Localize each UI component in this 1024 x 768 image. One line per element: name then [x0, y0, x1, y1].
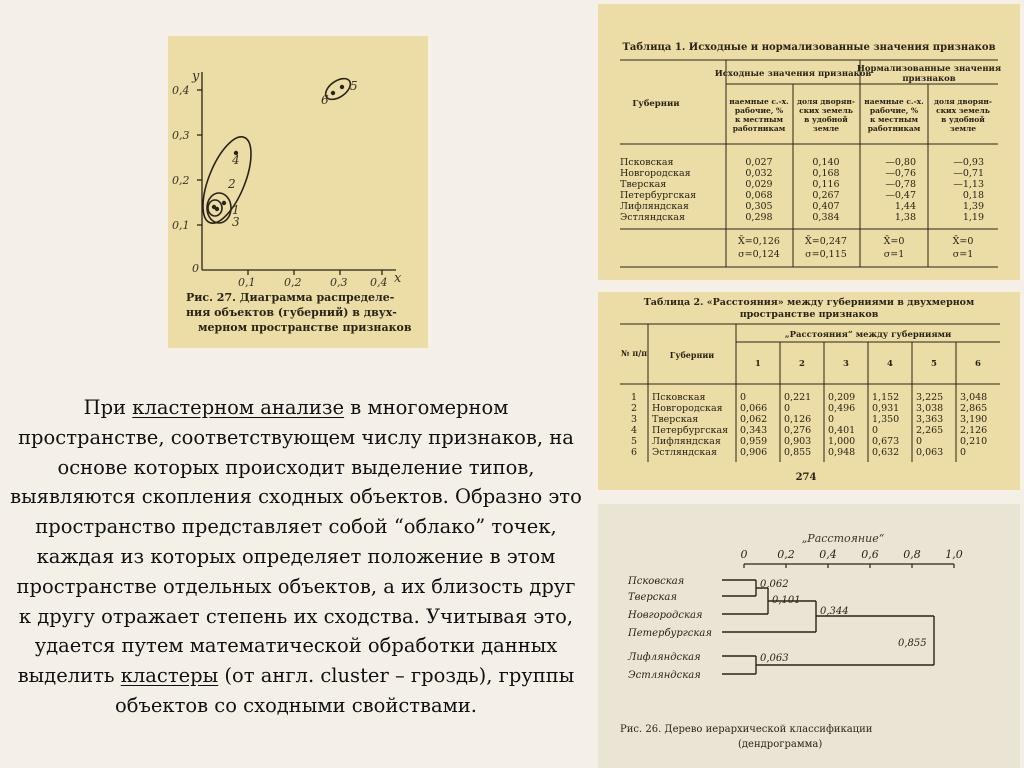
- table-1-cell: 1,19: [962, 212, 984, 223]
- y-tick: 0: [192, 262, 199, 275]
- table-1-header-cell: работникам: [867, 124, 921, 133]
- table-2-cell: 3,038: [916, 403, 944, 414]
- table-1-cell: 0,116: [812, 179, 840, 190]
- table-1-cell: Новгородская: [620, 168, 691, 179]
- table-1-header-cell: наемные с.-х.: [864, 97, 924, 106]
- table-2-title: Таблица 2. «Расстояния» между губерниями в двухмерном: [643, 297, 975, 308]
- table-2-cell: 2: [630, 403, 638, 414]
- table-1-cell: Псковская: [620, 157, 674, 168]
- table-1-cell: —0,47: [885, 190, 916, 201]
- x-tick: 0,4: [370, 276, 388, 289]
- dendrogram-value: 0,344: [820, 606, 849, 617]
- cluster-outline-large: [193, 131, 261, 230]
- table-2-cell: 0,903: [784, 436, 812, 447]
- table-2-cell: 0: [916, 436, 923, 447]
- y-axis-label: y: [192, 69, 200, 84]
- table-2-cell: 2,126: [960, 425, 988, 436]
- table-2-cell: 3,048: [960, 392, 988, 403]
- table-1-cell: 0,18: [962, 190, 984, 201]
- point-label: 3: [232, 215, 240, 229]
- table-2-cell: 0,948: [828, 447, 856, 458]
- table-2-cell: 0,906: [740, 447, 768, 458]
- table-2-cell: 3: [630, 414, 638, 425]
- table-2-cell: Тверская: [652, 414, 699, 425]
- table-2-cell: 0,496: [828, 403, 856, 414]
- table-2-cell: 2,265: [916, 425, 944, 436]
- figure-27-caption: ния объектов (губерний) в двух-: [186, 306, 397, 319]
- table-2-cell: 0,959: [740, 436, 768, 447]
- table-2-cell: 0: [872, 425, 879, 436]
- table-1-summary: X̄=0,247: [805, 236, 847, 247]
- cluster-analysis-link[interactable]: кластерном анализе: [132, 396, 345, 419]
- table-1-cell: 1,44: [894, 201, 916, 212]
- table-2-cell: 4: [630, 425, 638, 436]
- table-1-header-cell: наемные с.-х.: [729, 97, 789, 106]
- table-2-cell: 0: [828, 414, 835, 425]
- table-1-cell: 0,407: [812, 201, 840, 212]
- y-tick: 0,3: [172, 129, 190, 142]
- x-tick: 0,3: [330, 276, 348, 289]
- table-2-col-header: 4: [887, 359, 893, 369]
- table-1-cell: 0,029: [745, 179, 773, 190]
- table-1-header-cell: доля дворян-: [933, 97, 993, 106]
- table-2-cell: 0,126: [784, 414, 812, 425]
- point-2: [222, 201, 226, 205]
- dendrogram-tree: [722, 580, 934, 674]
- figure-27-caption: мерном пространстве признаков: [198, 321, 412, 334]
- table-2-header-dist: „Расстояния“ между губерниями: [784, 330, 952, 340]
- table-2-cell: 3,363: [916, 414, 944, 425]
- text-run: в многомерном пространстве, соответствующем числу признаков, на основе которых происходит выделение типов, выявляются скопления сходных объектов. Образно это пространство представляет собой “облако” точек, каждая из которых определяет положение в этом пространстве отдельных объектов, а их близость друг к другу отражает степень их сходства. Учитывая это, удается путем математической обработки данных выделить: [10, 396, 582, 688]
- table-2-cell: 0,673: [872, 436, 900, 447]
- table-2-cell: 2,865: [960, 403, 988, 414]
- table-1-header-cell: работникам: [732, 124, 786, 133]
- point-label: 2: [228, 177, 236, 191]
- table-2-cell: 1: [630, 392, 638, 403]
- x-tick: 0,2: [284, 276, 302, 289]
- table-2-cell: 0,210: [960, 436, 988, 447]
- dendrogram-tick: 1,0: [945, 548, 963, 561]
- dendrogram-tick: 0,6: [861, 548, 879, 561]
- table-2-col-header: 2: [799, 359, 805, 369]
- x-axis-label: x: [394, 271, 402, 286]
- table-1-title: Таблица 1. Исходные и нормализованные значения признаков: [622, 42, 996, 53]
- y-tick: 0,2: [172, 174, 190, 187]
- table-1-summary: σ=0,115: [805, 249, 847, 260]
- table-2-cell: 5: [630, 436, 638, 447]
- table-2-cell: 0,062: [740, 414, 768, 425]
- table-2-header-gubernii: Губернии: [669, 350, 715, 360]
- table-1-summary: σ=1: [883, 249, 905, 260]
- table-1-cell: —0,93: [953, 157, 984, 168]
- figure-27-caption: Рис. 27. Диаграмма распределе-: [186, 291, 395, 304]
- table-1-summary: X̄=0: [952, 236, 974, 247]
- table-2-col-header: 1: [755, 359, 761, 369]
- dendrogram-value: 0,101: [772, 595, 801, 606]
- table-1-cell: 1,38: [894, 212, 916, 223]
- table-1-summary: X̄=0,126: [738, 236, 780, 247]
- dendrogram-tick: 0,4: [819, 548, 837, 561]
- table-1-header-cell: ских земель: [799, 106, 853, 115]
- dendrogram-label: Петербургская: [628, 628, 712, 639]
- cluster-outline-small: [207, 193, 231, 223]
- table-2-scan: [598, 292, 1020, 490]
- text-run: (от англ. cluster – гроздь), группы объектов со сходными свойствами.: [114, 664, 575, 717]
- table-2-cell: 1,000: [828, 436, 856, 447]
- dendrogram-label: Эстляндская: [628, 670, 701, 681]
- table-2-col-header: 5: [931, 359, 937, 369]
- table-2-cell: 0,276: [784, 425, 812, 436]
- table-1-cell: —0,78: [885, 179, 916, 190]
- dendrogram-value: 0,855: [898, 638, 927, 649]
- page-number: 274: [795, 472, 817, 483]
- table-1-cell: 0,298: [745, 212, 773, 223]
- table-1-cell: 1,39: [962, 201, 984, 212]
- table-1-cell: 0,032: [745, 168, 773, 179]
- table-2-cell: 1,350: [872, 414, 900, 425]
- table-2-cell: 0,343: [740, 425, 768, 436]
- table-1-header-group: Исходные значения признаков: [714, 69, 872, 79]
- table-2-cell: Новгородская: [652, 403, 723, 414]
- point-6: [331, 91, 335, 95]
- table-1-body: [620, 157, 696, 223]
- dendrogram-label: Лифляндская: [628, 652, 701, 663]
- text-run: При: [83, 396, 133, 419]
- table-1-header-gubernii: Губернии: [632, 99, 680, 109]
- dendrogram-label: Новгородская: [628, 610, 703, 621]
- table-2-cell: 1,152: [872, 392, 900, 403]
- table-2-header-num: № п/п: [620, 348, 648, 358]
- point-label: 6: [321, 93, 329, 107]
- table-2-cell: Петербургская: [652, 425, 729, 436]
- x-tick: 0,1: [238, 276, 256, 289]
- point-label: 5: [350, 79, 358, 93]
- table-1-cell: —0,76: [885, 168, 916, 179]
- dendrogram-tick: 0: [740, 548, 748, 561]
- y-tick: 0,1: [172, 219, 190, 232]
- table-1-cell: 0,168: [812, 168, 840, 179]
- dendrogram-label: Псковская: [628, 576, 685, 587]
- table-1-cell: 0,140: [812, 157, 840, 168]
- table-2-cell: 0: [960, 447, 967, 458]
- dendrogram-value: 0,063: [760, 653, 789, 664]
- table-2-cell: 3,225: [916, 392, 944, 403]
- table-2-cell: 0: [784, 403, 791, 414]
- table-1-header-group: признаков: [902, 74, 956, 84]
- table-2-cell: 0,221: [784, 392, 812, 403]
- table-2-cell: 0: [740, 392, 747, 403]
- table-2-cell: 0,063: [916, 447, 944, 458]
- dendrogram-value: 0,062: [760, 579, 789, 590]
- table-1-cell: —0,71: [953, 168, 984, 179]
- table-2-cell: 0,209: [828, 392, 856, 403]
- table-1-cell: Эстляндская: [620, 212, 685, 223]
- table-2-cell: 0,632: [872, 447, 900, 458]
- table-2-cell: 0,066: [740, 403, 768, 414]
- table-1-summary: X̄=0: [883, 236, 905, 247]
- table-1-header-cell: земле: [949, 124, 977, 133]
- table-2-col-header: 6: [975, 359, 981, 369]
- figure-26-caption: (дендрограмма): [738, 739, 823, 750]
- table-1-cell: Лифляндская: [620, 201, 689, 212]
- table-1-header-cell: доля дворян-: [796, 97, 856, 106]
- figure-27-scan: [168, 36, 428, 348]
- table-1-cell: Тверская: [620, 179, 667, 190]
- table-1-header-cell: рабочие, %: [869, 106, 919, 115]
- table-1-header-cell: к местным: [869, 115, 919, 124]
- y-tick: 0,4: [172, 84, 190, 97]
- point-label: 1: [232, 203, 240, 217]
- table-2-cell: 0,931: [872, 403, 900, 414]
- table-1-cell: 0,267: [812, 190, 840, 201]
- table-1-header-cell: в удобной: [941, 115, 985, 124]
- table-2-cell: 0,855: [784, 447, 812, 458]
- table-1-cell: —0,80: [885, 157, 916, 168]
- figure-26-scan: [598, 504, 1020, 768]
- point-3: [212, 205, 216, 209]
- table-1-header-cell: к местным: [734, 115, 784, 124]
- table-2-cell: Лифляндская: [652, 436, 721, 447]
- figure-26-caption: Рис. 26. Дерево иерархической классификации: [620, 724, 873, 735]
- dendrogram-tick: 0,8: [903, 548, 921, 561]
- table-2-cell: Эстляндская: [652, 447, 717, 458]
- dendrogram-axis-title: „Расстояние“: [801, 532, 885, 545]
- table-1-cell: 0,027: [745, 157, 773, 168]
- table-1-header-cell: рабочие, %: [734, 106, 784, 115]
- dendrogram-label: Тверская: [628, 592, 677, 603]
- slide-body-text: [8, 393, 584, 721]
- table-1-cell: 0,305: [745, 201, 773, 212]
- clusters-link[interactable]: кластеры: [120, 664, 219, 688]
- point-5: [340, 85, 344, 89]
- table-1-cell: —1,13: [953, 179, 984, 190]
- table-1-header-cell: земле: [812, 124, 840, 133]
- point-label: 4: [232, 153, 240, 167]
- table-1-summary: σ=0,124: [738, 249, 780, 260]
- table-1-header-cell: в удобной: [804, 115, 848, 124]
- table-2-cell: 3,190: [960, 414, 988, 425]
- table-1-cell: 0,068: [745, 190, 773, 201]
- table-2-title: пространстве признаков: [739, 309, 879, 320]
- table-1-header-group: Нормализованные значения: [856, 64, 1002, 74]
- table-2-cell: 6: [630, 447, 638, 458]
- dendrogram-tick: 0,2: [777, 548, 795, 561]
- table-2-col-header: 3: [843, 359, 849, 369]
- table-1-scan: [598, 4, 1020, 280]
- table-1-header-cell: ских земель: [936, 106, 990, 115]
- table-2-cell: Псковская: [652, 392, 706, 403]
- table-1-summary: σ=1: [952, 249, 974, 260]
- table-1-cell: Петербургская: [620, 190, 697, 201]
- table-2-cell: 0,401: [828, 425, 856, 436]
- table-1-cell: 0,384: [812, 212, 840, 223]
